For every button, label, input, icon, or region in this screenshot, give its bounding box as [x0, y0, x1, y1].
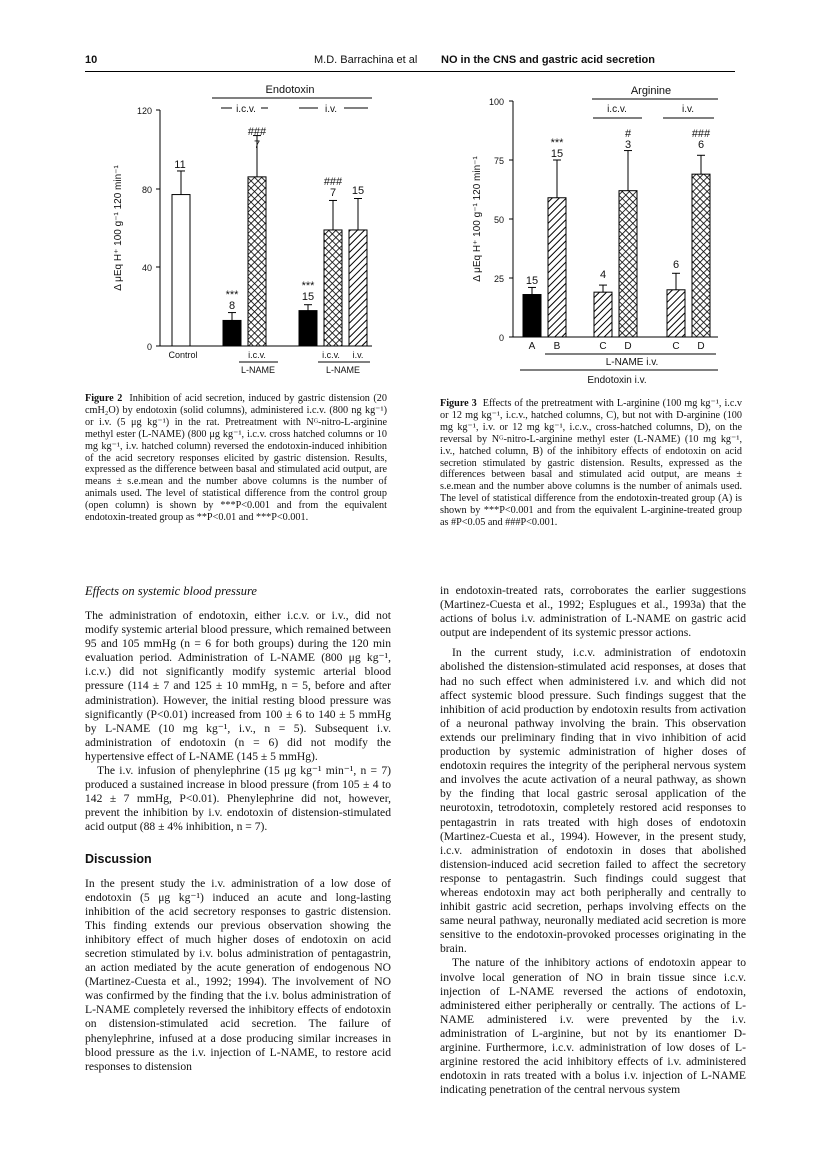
fig2-annotation: 15	[351, 185, 365, 197]
fig3-caption-text: Effects of the pretreatment with L-arginine (100 mg kg⁻¹, i.c.v or 12 mg kg⁻¹, i.c.v., hatched columns, C), but not with D-arginine (100 mg kg⁻¹, i.v. or 12 mg kg⁻¹, i.c.v., cross-hatched columns, D), on the reversal by Nᴳ-nitro-L-arginine methyl ester (L-NAME) (10 mg kg⁻¹, i.v., hatched column, B) of the inhibitory effects of endotoxin on acid secretion stimulated by gastric distension. Results, expressed as the differences between basal and stimulated acid output, are means ± s.e.mean and the number above columns is the number of animals used. The level of statistical difference from the endotoxin-treated group (A) is shown by ***P<0.001 and from the equivalent L-arginine-treated group as #P<0.05 and ###P<0.001.	[440, 398, 743, 529]
fig2-annotation: ###	[247, 126, 267, 138]
fig3-annotation: 15	[550, 148, 564, 160]
fig2-top-label: Endotoxin	[265, 84, 315, 96]
fig2-annotation: 7	[329, 187, 337, 199]
fig3-annotation: ###	[691, 128, 711, 140]
fig2-caption-text: Inhibition of acid secretion, induced by gastric distension (20 cmH₂O) by endotoxin (solid columns), administered i.c.v. (800 ng kg⁻¹) or i.v. (5 μg kg⁻¹) in the rat. Pretreatment with Nᴳ-nitro-L-arginine methyl ester (L-NAME) (800 μg kg⁻¹, i.c.v. cross hatched columns or 10 mg kg⁻¹, i.v. hatched column) reversed the endotoxin-induced inhibition of the acid secretory responses elicited by gastric distension. Results, expressed as the difference between basal and stimulated acid output, are means ± s.e.mean and the number above columns is the number of animals used. The level of statistical difference from the control group (open column) is shown by ***P<0.001 and from the equivalent endotoxin-treated group as **P<0.01 and ***P<0.001.	[85, 393, 387, 524]
paragraph: The administration of endotoxin, either i.c.v. or i.v., did not modify systemic arterial blood pressure, which remained between 95 and 105 mmHg (n = 6 for both groups) during the 120 min evaluation period. Administration of L-NAME (800 μg kg⁻¹, i.c.v.) did not significantly modify systemic arterial blood pressure (114 ± 7 and 125 ± 10 mmHg, n = 5, before and after administration). However, the initial resting blood pressure was significantly (P<0.01) increased from 100 ± 6 to 140 ± 5 mmHg by L-NAME (10 mg kg⁻¹, i.v., n = 5). Subsequent i.v. administration of endotoxin (n = 6) did not modify the hypertensive effect of L-NAME (145 ± 5 mmHg).	[85, 609, 391, 763]
fig2-annotation: 11	[174, 159, 186, 171]
fig2-route-icv: i.c.v.	[236, 104, 256, 115]
fig3-y-tick-label: 25	[493, 274, 504, 284]
paragraph: In the current study, i.c.v. administration of endotoxin abolished the distension-stimulated acid responses, at doses that had no such effect when administered i.v. and which did not affect systemic blood pressure. Such findings suggest that the inhibition of acid production by endotoxin results from activation of a neuronal pathway involving the brain. This observation extends our preliminary finding that in vivo inhibition of acid production by systemic administration of higher doses of endotoxin requires the integrity of the peripheral nervous system and involves the acute activation of a neural pathway, as shown by the finding that local gastric serosal application of the neurotoxin, tetrodotoxin, completely restored acid responses to pentagastrin in rats treated with high doses of endotoxin (Martinez-Cuesta et al., 1994). However, in the present study, i.c.v. administration of endotoxin in doses that abolished distension-induced acid secretion failed to affect the secretory response to pentagastrin. Such findings could suggest that whereas endotoxin may act both peripherally and centrally to inhibit gastric acid secretion, perhaps involving effects on the same neural pathway, neuronally mediated acid secretion is more sensitive to the endotoxin-provoked processes originating in the brain.	[440, 646, 746, 956]
fig2-y-tick-label: 120	[136, 106, 152, 116]
fig2-annotation: ###	[323, 176, 343, 188]
fig3-annotation: 6	[672, 259, 680, 271]
paragraph: The nature of the inhibitory actions of endotoxin appear to involve local generation of NO in brain tissue since i.c.v. injection of L-NAME reversed the actions of endotoxin, administered either peripherally or centrally. The actions of L-NAME administered i.v. were prevented by the i.v. administration of L-arginine, but not by its enantiomer D-arginine. Furthermore, i.c.v. administration of low doses of L-arginine restored the acid inhibitory effects of i.v. administered endotoxin in rats treated with a bolus i.v. injection of L-NAME indicating penetration of the central nervous system	[440, 956, 746, 1097]
figure-3-caption	[440, 398, 742, 529]
paragraph: in endotoxin-treated rats, corroborates the earlier suggestions (Martinez-Cuesta et al., 1992; Esplugues et al., 1993a) that the actions of bolus i.v. administration of L-NAME on gastric acid output are independent of its systemic pressor actions.	[440, 584, 746, 640]
fig3-annotation: 3	[624, 139, 632, 151]
bar	[172, 195, 190, 346]
fig2-y-tick-label: 40	[141, 263, 152, 273]
fig2-y-tick-label: 80	[141, 185, 152, 195]
fig2-x-label-icv: i.c.v.	[322, 350, 340, 360]
figures	[0, 0, 816, 400]
fig2-x-label-lname: L-NAME	[325, 365, 361, 375]
bar	[248, 177, 266, 346]
bar	[692, 174, 710, 337]
fig3-lname-label: L-NAME i.v.	[605, 357, 659, 368]
fig3-y-tick-label: 100	[488, 97, 504, 107]
bar	[548, 198, 566, 337]
bar	[349, 230, 367, 346]
fig3-x-letter: D	[697, 341, 705, 352]
fig2-x-label-control: Control	[168, 350, 198, 360]
bar	[324, 230, 342, 346]
fig2-annotation: ***	[225, 289, 239, 301]
figure-3-chart	[472, 85, 718, 386]
fig3-y-tick-label: 0	[498, 333, 504, 343]
paragraph: The i.v. infusion of phenylephrine (15 μg kg⁻¹ min⁻¹, n = 7) produced a sustained increase in blood pressure (from 105 ± 4 to 142 ± 7 mmHg, P<0.01). Phenylephrine did not, however, prevent the inhibition by i.v. endotoxin of distension-stimulated acid output (88 ± 4% inhibition, n = 7).	[85, 764, 391, 834]
fig2-annotation: 15	[301, 291, 315, 303]
fig3-endotoxin-label: Endotoxin i.v.	[587, 375, 647, 386]
fig3-x-letter: C	[599, 341, 607, 352]
fig3-x-letter: C	[672, 341, 680, 352]
fig2-caption-label: Figure 2	[85, 393, 123, 404]
figure-2-chart	[113, 84, 372, 375]
figure-2-caption	[85, 393, 387, 524]
fig2-x-label-icv: i.c.v.	[248, 350, 266, 360]
fig2-x-label-iv: i.v.	[352, 350, 364, 360]
bar	[594, 292, 612, 337]
fig3-caption-label: Figure 3	[440, 398, 477, 409]
bar	[223, 320, 241, 346]
bar	[619, 191, 637, 337]
bar	[299, 311, 317, 346]
section-heading: Discussion	[85, 851, 152, 866]
fig3-x-letter: A	[528, 341, 536, 352]
fig2-annotation: 8	[228, 300, 236, 312]
fig3-annotation: #	[624, 128, 632, 140]
fig3-route-iv: i.v.	[681, 104, 695, 115]
paragraph: In the present study the i.v. administration of a low dose of endotoxin (5 μg kg⁻¹) induced an acute and long-lasting inhibition of the acid secretory responses to gastric distension. This finding extends our previous observation showing the inhibitory effect of much higher doses of endotoxin on acid secretion stimulated by i.v. bolus administration of pentagastrin, an action mediated by the acute generation of endogenous NO (Martinez-Cuesta et al., 1992; 1994). The involvement of NO was confirmed by the finding that the i.v. bolus administration of L-NAME completely reversed the inhibitory effects of endotoxin on distension-stimulated acid secretion. The failure of phenylephrine, infused at a dose producing similar increases in blood pressure as the i.v. injection of L-NAME, to restore acid responses to distension	[85, 876, 391, 1073]
fig2-route-iv: i.v.	[324, 104, 338, 115]
running-title: NO in the CNS and gastric acid secretion	[441, 54, 655, 66]
bar	[523, 295, 541, 337]
fig2-annotation: ***	[301, 280, 315, 292]
fig2-annotation: 7	[253, 139, 261, 151]
fig3-x-letter: B	[553, 341, 561, 352]
fig2-y-axis-label: Δ μEq H⁺ 100 g⁻¹ 120 min⁻¹	[113, 165, 124, 291]
bar	[667, 290, 685, 337]
fig3-bars	[523, 151, 710, 337]
fig2-bars	[172, 136, 367, 346]
fig3-annotation: ***	[550, 137, 564, 149]
fig3-annotation: 15	[525, 275, 539, 287]
section-heading: Effects on systemic blood pressure	[85, 584, 257, 598]
fig3-x-letter: D	[624, 341, 632, 352]
fig3-top-label: Arginine	[630, 85, 672, 97]
fig3-y-tick-label: 50	[493, 215, 504, 225]
header-authors: M.D. Barrachina et al	[314, 54, 418, 66]
left-column	[85, 583, 391, 1074]
fig3-annotation: 4	[599, 269, 607, 281]
fig3-annotation: 6	[697, 139, 705, 151]
page-number: 10	[85, 54, 98, 66]
fig2-x-label-lname: L-NAME	[240, 365, 276, 375]
fig2-y-tick-label: 0	[146, 342, 152, 352]
fig3-y-axis-label: Δ μEq H⁺ 100 g⁻¹ 120 min⁻¹	[472, 156, 483, 282]
fig3-route-icv: i.c.v.	[607, 104, 627, 115]
right-column	[440, 584, 746, 1097]
fig3-y-tick-label: 75	[493, 156, 504, 166]
